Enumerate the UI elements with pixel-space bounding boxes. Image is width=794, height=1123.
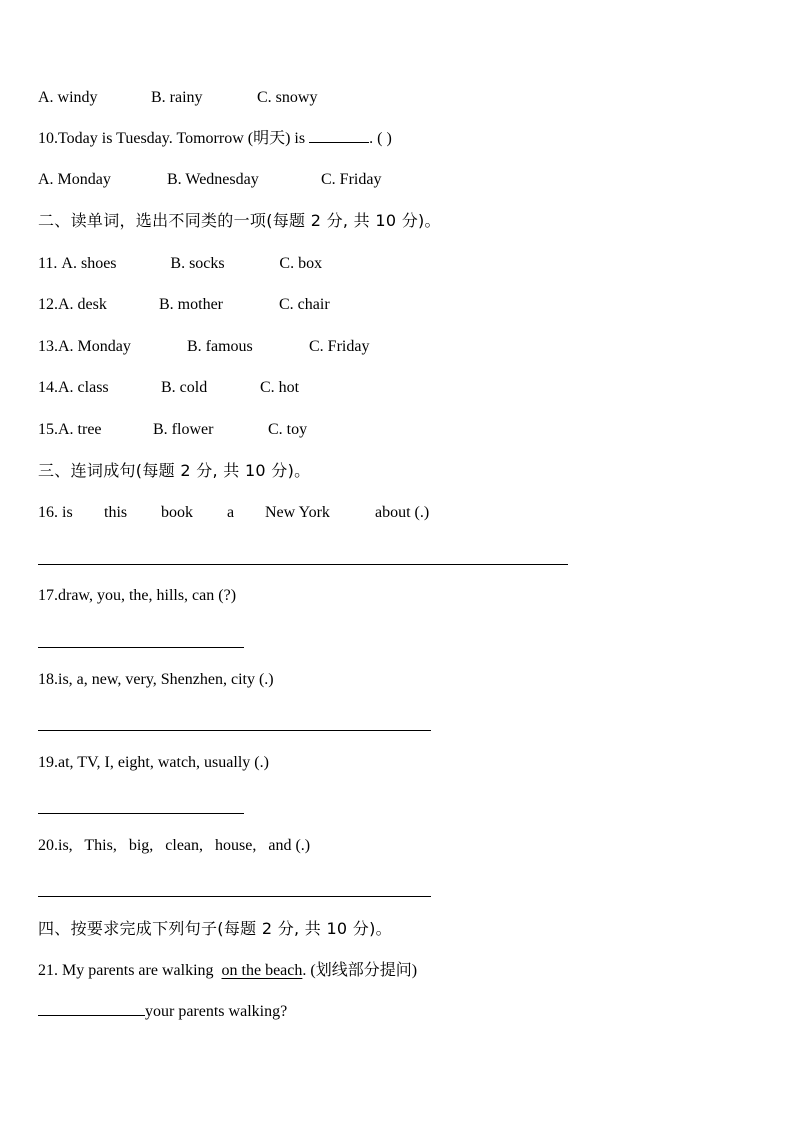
q9-option-a: A. windy xyxy=(38,89,98,106)
q10-option-c: C. Friday xyxy=(321,171,382,188)
q15-number: 15. xyxy=(38,421,58,438)
q21-blank[interactable] xyxy=(38,1015,145,1016)
q13-number: 13. xyxy=(38,338,58,355)
q21 xyxy=(38,961,417,981)
q9-options xyxy=(38,88,317,108)
q20-text: is, This, big, clean, house, and (.) xyxy=(58,837,311,854)
q10-option-b: B. Wednesday xyxy=(167,171,259,188)
q16-number: 16. xyxy=(38,504,62,521)
q16-word: this xyxy=(104,504,128,521)
q12-option-a: A. desk xyxy=(58,296,107,313)
section4-heading: 四、按要求完成下列句子(每题 2 分, 共 10 分)。 xyxy=(38,919,392,938)
q18-number: 18. xyxy=(38,671,58,688)
q16-word: a xyxy=(227,504,235,521)
q16-word: about (.) xyxy=(375,504,430,521)
q15 xyxy=(38,420,307,440)
q13-option-a: A. Monday xyxy=(58,338,131,355)
q17-answer-line[interactable] xyxy=(38,647,244,648)
q21-underlined-phrase: on the beach xyxy=(221,962,303,979)
q21-answer xyxy=(38,1002,287,1022)
q21-text-before: My parents are walking xyxy=(62,962,222,979)
q16 xyxy=(38,503,429,523)
q11-number: 11. xyxy=(38,255,62,272)
q9-option-b: B. rainy xyxy=(151,89,203,106)
q14-option-c: C. hot xyxy=(260,379,300,396)
q11-option-b: B. socks xyxy=(170,255,225,272)
q18 xyxy=(38,670,274,690)
q16-word: is xyxy=(62,504,73,521)
q19-answer-line[interactable] xyxy=(38,813,244,814)
q15-option-a: A. tree xyxy=(58,421,102,438)
q11 xyxy=(38,254,322,274)
q13-option-b: B. famous xyxy=(187,338,253,355)
q21-answer-suffix: your parents walking? xyxy=(145,1003,288,1020)
q12-number: 12. xyxy=(38,296,58,313)
q15-option-b: B. flower xyxy=(153,421,214,438)
q14-number: 14. xyxy=(38,379,58,396)
section2-heading: 二、读单词，选出不同类的一项(每题 2 分, 共 10 分)。 xyxy=(38,211,441,230)
q21-text-after: . (划线部分提问) xyxy=(302,962,418,979)
q20 xyxy=(38,836,310,856)
q11-option-a: A. shoes xyxy=(61,255,117,272)
q14-option-a: A. class xyxy=(58,379,109,396)
q10-option-a: A. Monday xyxy=(38,171,111,188)
q13-option-c: C. Friday xyxy=(309,338,370,355)
q17-number: 17. xyxy=(38,587,58,604)
q20-number: 20. xyxy=(38,837,58,854)
q19 xyxy=(38,753,269,773)
q10-number: 10. xyxy=(38,130,58,147)
q12-option-c: C. chair xyxy=(279,296,330,313)
q20-answer-line[interactable] xyxy=(38,896,431,897)
q17-text: draw, you, the, hills, can (?) xyxy=(58,587,237,604)
q14-option-b: B. cold xyxy=(161,379,208,396)
q16-answer-line[interactable] xyxy=(38,564,568,565)
q9-option-c: C. snowy xyxy=(257,89,318,106)
q12-option-b: B. mother xyxy=(159,296,223,313)
q15-option-c: C. toy xyxy=(268,421,308,438)
q18-text: is, a, new, very, Shenzhen, city (.) xyxy=(58,671,274,688)
q17 xyxy=(38,586,236,606)
q10-text-before: Today is Tuesday. Tomorrow (明天) is xyxy=(58,130,310,147)
q11-option-c: C. box xyxy=(279,255,323,272)
q19-text: at, TV, I, eight, watch, usually (.) xyxy=(58,754,269,771)
q21-number: 21. xyxy=(38,962,62,979)
q10-question xyxy=(38,129,392,149)
section3-heading: 三、连词成句(每题 2 分, 共 10 分)。 xyxy=(38,461,311,480)
q16-word: New York xyxy=(265,504,330,521)
q10-text-after: . ( ) xyxy=(369,130,392,147)
q10-options xyxy=(38,170,381,190)
q18-answer-line[interactable] xyxy=(38,730,431,731)
q12 xyxy=(38,295,330,315)
q16-word: book xyxy=(161,504,193,521)
q14 xyxy=(38,378,299,398)
q19-number: 19. xyxy=(38,754,58,771)
q10-blank xyxy=(309,142,369,143)
q13 xyxy=(38,337,369,357)
